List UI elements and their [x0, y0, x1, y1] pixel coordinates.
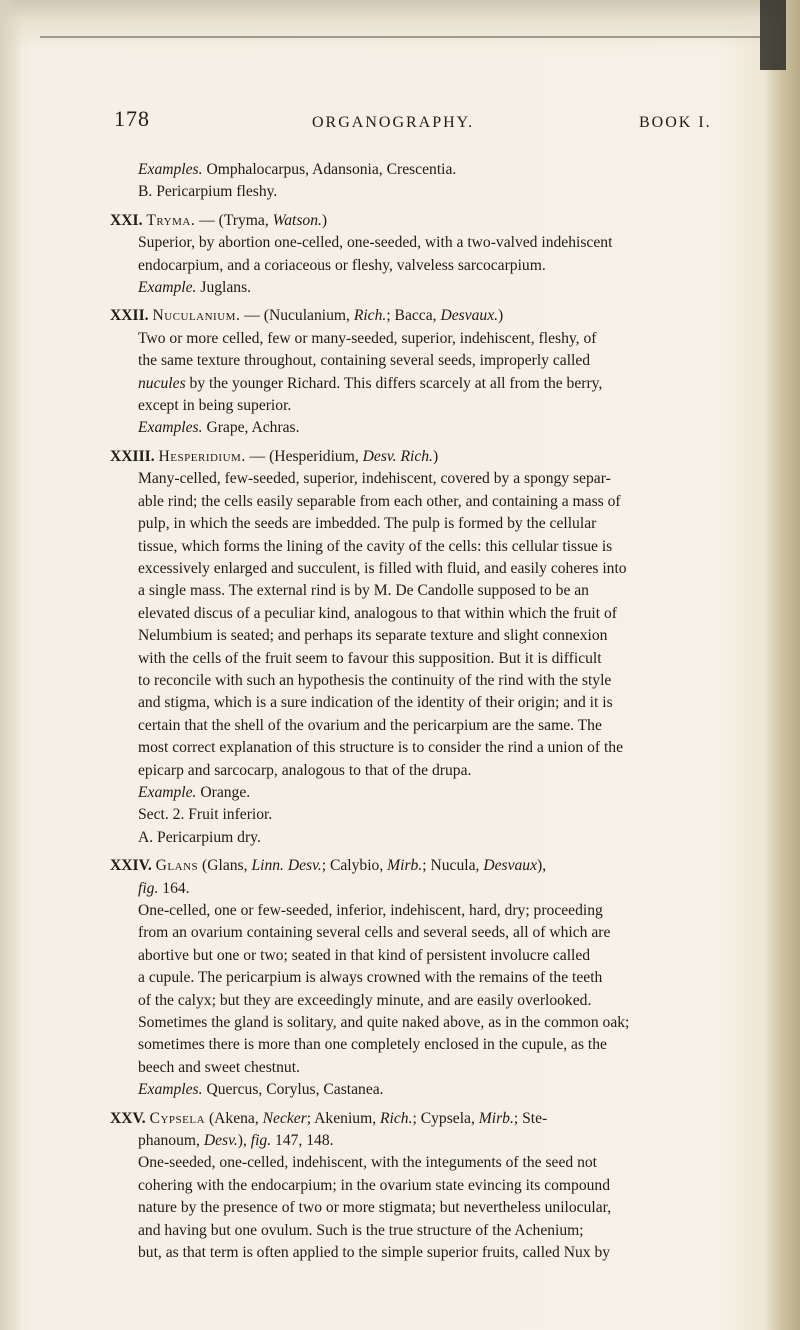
body-line: beech and sweet chestnut.	[138, 1058, 300, 1076]
body-line: nucules by the younger Richard. This differs scarcely at all from the berry,	[138, 374, 603, 392]
body-line: Two or more celled, few or many-seeded, superior, indehiscent, fleshy, of	[138, 329, 597, 347]
section-label-line: A. Pericarpium dry.	[138, 828, 261, 846]
examples-line	[110, 159, 720, 181]
body-line: Many-celled, few-seeded, superior, indehiscent, covered by a spongy separ-	[138, 470, 611, 488]
entry-heading-xxiv: XXIV. Glans (Glans, Linn. Desv.; Calybio, Mirb.; Nucula, Desvaux),	[110, 857, 547, 875]
body-line: the same texture throughout, containing several seeds, improperly called	[138, 352, 591, 370]
section-heading: Sect. 2. Fruit inferior.	[138, 806, 273, 824]
body-line: of the calyx; but they are exceedingly minute, and are easily overlooked.	[138, 991, 592, 1009]
entry-heading-xxv: XXV. Cypsela (Akena, Necker; Akenium, Rich.; Cypsela, Mirb.; Ste-	[110, 1109, 548, 1127]
examples-value: Omphalocarpus, Adansonia, Crescentia.	[206, 161, 457, 178]
example-line: Example. Juglans.	[138, 279, 252, 297]
entry-heading-continuation: phanoum, Desv.), fig. 147, 148.	[138, 1132, 334, 1150]
body-line: tissue, which forms the lining of the cavity of the cells: this cellular tissue is	[138, 537, 613, 555]
body-line: a single mass. The external rind is by M. De Candolle supposed to be an	[138, 582, 589, 600]
body-line: except in being superior.	[138, 397, 292, 415]
body-line: One-celled, one or few-seeded, inferior, indehiscent, hard, dry; proceeding	[138, 902, 603, 919]
body-line: Superior, by abortion one-celled, one-seeded, with a two-valved indehiscent	[138, 234, 613, 252]
body-line: endocarpium, and a coriaceous or fleshy, valveless sarcocarpium.	[138, 256, 546, 274]
body-line: and stigma, which is a sure indication of the identity of their origin; and it is	[138, 694, 613, 712]
figure-reference: fig. 164.	[138, 879, 190, 897]
page-body	[110, 159, 720, 1265]
body-line: certain that the shell of the ovarium and the pericarpium are the same. The	[138, 716, 602, 734]
body-line: to reconcile with such an hypothesis the continuity of the rind with the style	[138, 671, 612, 689]
body-line: from an ovarium containing several cells and several seeds, all of which are	[138, 924, 611, 942]
body-line: cohering with the endocarpium; in the ovarium state evincing its compound	[138, 1176, 611, 1194]
page-header	[110, 106, 720, 140]
body-line: most correct explanation of this structure is to consider the rind a union of the	[138, 739, 624, 757]
body-line: Sometimes the gland is solitary, and quite naked above, as in the common oak;	[138, 1014, 630, 1032]
body-line: and having but one ovulum. Such is the true structure of the Achenium;	[138, 1221, 584, 1239]
page-number: 178	[114, 106, 150, 131]
book-label: BOOK I.	[639, 114, 712, 131]
body-line: abortive but one or two; seated in that kind of persistent involucre called	[138, 946, 591, 964]
body-line: a cupule. The pericarpium is always crowned with the remains of the teeth	[138, 969, 603, 987]
page-fold-shadow	[0, 0, 800, 50]
body-line: sometimes there is more than one completely enclosed in the cupule, as the	[138, 1036, 607, 1054]
example-line: Example. Orange.	[138, 783, 251, 801]
top-rule	[40, 36, 760, 38]
body-line: excessively enlarged and succulent, is filled with fluid, and easily coheres into	[138, 559, 627, 577]
examples-line: Examples. Quercus, Corylus, Castanea.	[138, 1081, 384, 1099]
running-title: ORGANOGRAPHY.	[312, 114, 475, 131]
body-line: but, as that term is often applied to the simple superior fruits, called Nux by	[138, 1244, 611, 1262]
body-line: with the cells of the fruit seem to favour this supposition. But it is difficult	[138, 649, 602, 667]
body-line: One-seeded, one-celled, indehiscent, with the integuments of the seed not	[138, 1154, 598, 1172]
body-line: epicarp and sarcocarp, analogous to that of the drupa.	[138, 761, 472, 779]
body-line: pulp, in which the seeds are imbedded. The pulp is formed by the cellular	[138, 515, 597, 533]
body-line: able rind; the cells easily separable from each other, and containing a mass of	[138, 492, 621, 510]
body-line: elevated discus of a peculiar kind, analogous to that within which the fruit of	[138, 604, 617, 622]
scan-corner-mark	[760, 0, 786, 70]
page-right-edge	[764, 0, 800, 1330]
section-label-line: B. Pericarpium fleshy.	[138, 183, 278, 201]
body-line: Nelumbium is seated; and perhaps its separate texture and slight connexion	[138, 627, 608, 645]
examples-label: Examples.	[138, 161, 203, 178]
body-line: nature by the presence of two or more stigmata; but nevertheless unilocular,	[138, 1199, 612, 1217]
entry-heading-xxii: XXII. Nuculanium. — (Nuculanium, Rich.; Bacca, Desvaux.)	[110, 307, 504, 325]
entry-heading-xxiii: XXIII. Hesperidium. — (Hesperidium, Desv. Rich.)	[110, 447, 439, 465]
examples-line: Examples. Grape, Achras.	[138, 419, 300, 437]
entry-heading-xxi: XXI. Tryma. — (Tryma, Watson.)	[110, 211, 328, 229]
page-left-edge	[0, 0, 22, 1330]
